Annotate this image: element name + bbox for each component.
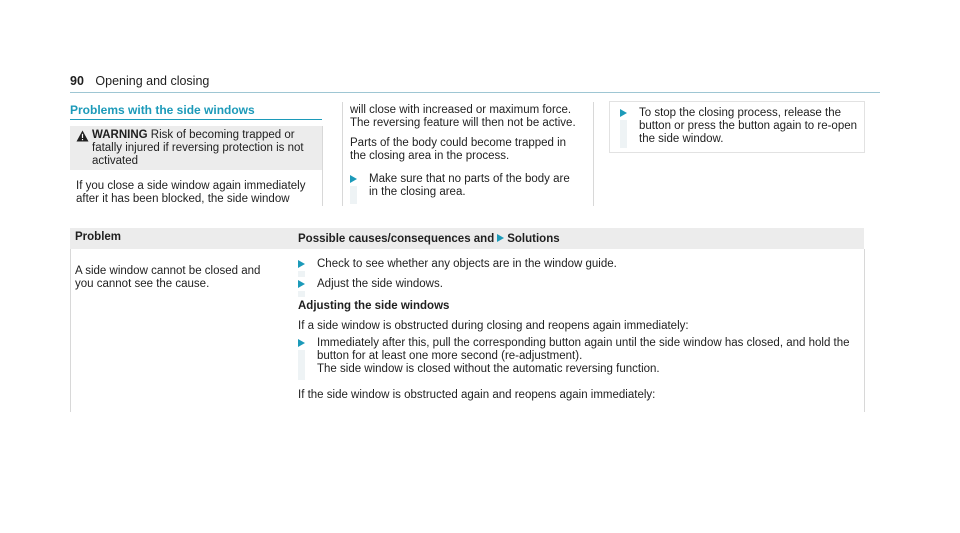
table-header-solutions-text: Solutions xyxy=(507,233,560,245)
step-text: Make sure that no parts of the body are in the closing area. xyxy=(369,173,570,198)
table-step-1 xyxy=(298,258,858,271)
step-text-line-2: The side window is closed without the automatic reversing function. xyxy=(317,363,660,375)
column2-divider xyxy=(342,102,343,206)
section-title-underline xyxy=(70,119,322,120)
table-step-2 xyxy=(298,278,858,291)
table-problem-cell: A side window cannot be closed and you cannot see the cause. xyxy=(75,265,261,290)
warning-message: Risk of becoming trapped or fatally injured if reversing protection is not activated xyxy=(92,129,304,167)
page-number: 90 xyxy=(70,74,84,88)
step-marker-bar xyxy=(298,271,305,277)
table-subheading: Adjusting the side windows xyxy=(298,300,450,312)
column1-divider xyxy=(322,126,323,206)
arrow-right-icon xyxy=(620,109,627,117)
step-marker-bar xyxy=(620,120,627,148)
arrow-right-icon xyxy=(298,280,305,288)
column3-step xyxy=(620,107,858,146)
table-right-border xyxy=(864,249,865,412)
column2-text xyxy=(350,104,580,170)
warning-triangle-icon xyxy=(76,130,89,142)
arrow-right-icon xyxy=(350,175,357,183)
column3-divider xyxy=(593,102,594,206)
section-name: Opening and closing xyxy=(95,74,210,88)
warning-box xyxy=(70,126,322,170)
table-paragraph-2: If the side window is obstructed again and reopens again immediately: xyxy=(298,389,656,401)
table-header-problem: Problem xyxy=(75,231,122,243)
column2-paragraph-2: Parts of the body could become trapped in the closing area in the process. xyxy=(350,137,567,162)
step-text xyxy=(317,337,858,376)
column2-paragraph-1: will close with increased or maximum force. The reversing feature will then not be active. xyxy=(350,104,576,129)
table-step-3 xyxy=(298,337,858,376)
column1-body-text: If you close a side window again immediately after it has been blocked, the side window xyxy=(76,180,306,205)
arrow-right-icon xyxy=(298,339,305,347)
column2-step xyxy=(350,173,580,199)
arrow-right-icon xyxy=(298,260,305,268)
step-text: To stop the closing process, release the button or press the button again to re-open the side window. xyxy=(639,107,858,145)
table-left-border xyxy=(70,249,71,412)
arrow-right-icon xyxy=(497,234,504,242)
step-text: Adjust the side windows. xyxy=(317,278,443,290)
table-header-causes xyxy=(298,233,560,245)
warning-label: WARNING xyxy=(92,129,148,141)
warning-text xyxy=(92,129,318,168)
page-header xyxy=(70,74,209,88)
step-text: Check to see whether any objects are in the window guide. xyxy=(317,258,617,270)
table-paragraph-1: If a side window is obstructed during closing and reopens again immediately: xyxy=(298,320,689,332)
header-divider xyxy=(70,92,880,93)
section-title: Problems with the side windows xyxy=(70,103,255,117)
table-header-causes-text: Possible causes/consequences and xyxy=(298,233,495,245)
step-marker-bar xyxy=(350,186,357,204)
step-marker-bar xyxy=(298,350,305,380)
step-marker-bar xyxy=(298,291,305,297)
step-text-line-1: Immediately after this, pull the corresponding button again until the side window has closed, and hold the button for at least one more second (re-adjustment). xyxy=(317,337,850,362)
